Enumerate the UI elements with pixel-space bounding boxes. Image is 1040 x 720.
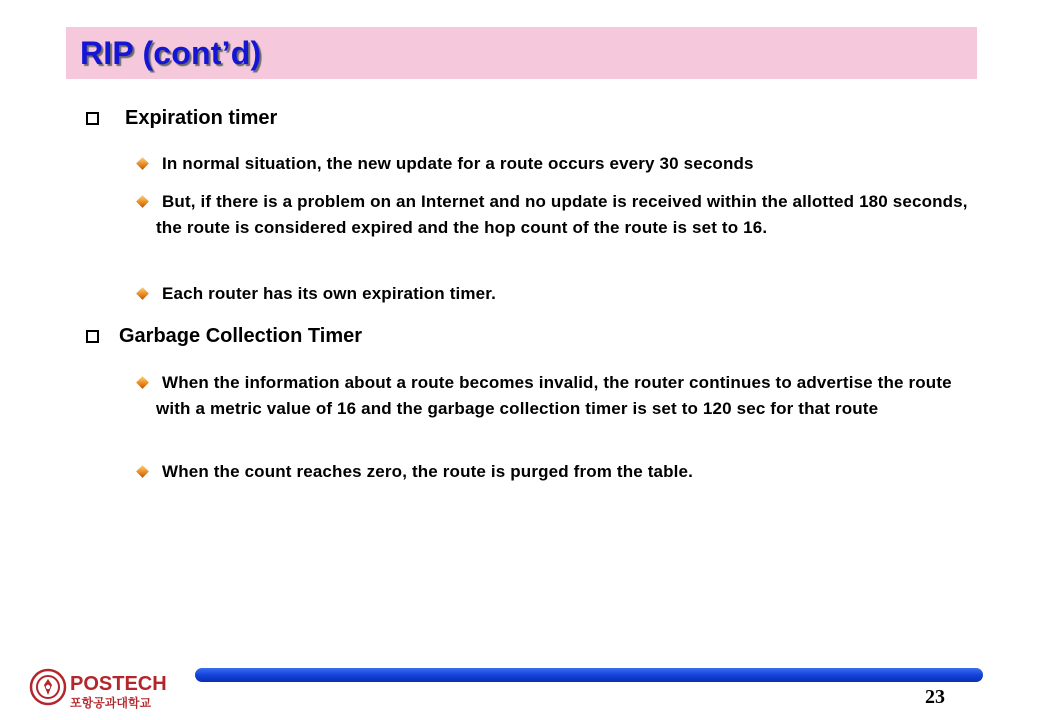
section-heading-garbage-collection-timer (86, 324, 362, 348)
list-item-text: Each router has its own expiration timer. (162, 284, 496, 303)
emblem-center-icon (46, 685, 50, 689)
list-item (138, 370, 978, 422)
square-bullet-icon (86, 112, 99, 125)
section-heading-expiration-timer (86, 106, 277, 130)
list-item-text: But, if there is a problem on an Internet and no update is received within the allotted 180 seconds, the route is considered expired and the hop count of the route is set to 16. (156, 192, 968, 237)
postech-logo (28, 664, 178, 710)
footer-bar (195, 668, 983, 682)
title-banner (66, 27, 977, 79)
list-item-text: In normal situation, the new update for a route occurs every 30 seconds (162, 154, 754, 173)
list-item (138, 281, 978, 307)
page-number: 23 (925, 686, 945, 708)
list-item (138, 189, 978, 241)
logo-subtitle: 포항공과대학교 (70, 696, 152, 710)
page-title: RIP (cont’d) (80, 35, 262, 71)
logo-wordmark: POSTECH (70, 673, 167, 695)
list-item-text: When the count reaches zero, the route is purged from the table. (162, 462, 694, 481)
list-item-text: When the information about a route becomes invalid, the router continues to advertise the route with a metric value of 16 and the garbage collection timer is set to 120 sec for that route (156, 373, 952, 418)
section-heading-label: Expiration timer (125, 107, 278, 129)
list-item (138, 151, 978, 177)
list-item (138, 459, 978, 485)
section-heading-label: Garbage Collection Timer (119, 325, 363, 347)
square-bullet-icon (86, 330, 99, 343)
